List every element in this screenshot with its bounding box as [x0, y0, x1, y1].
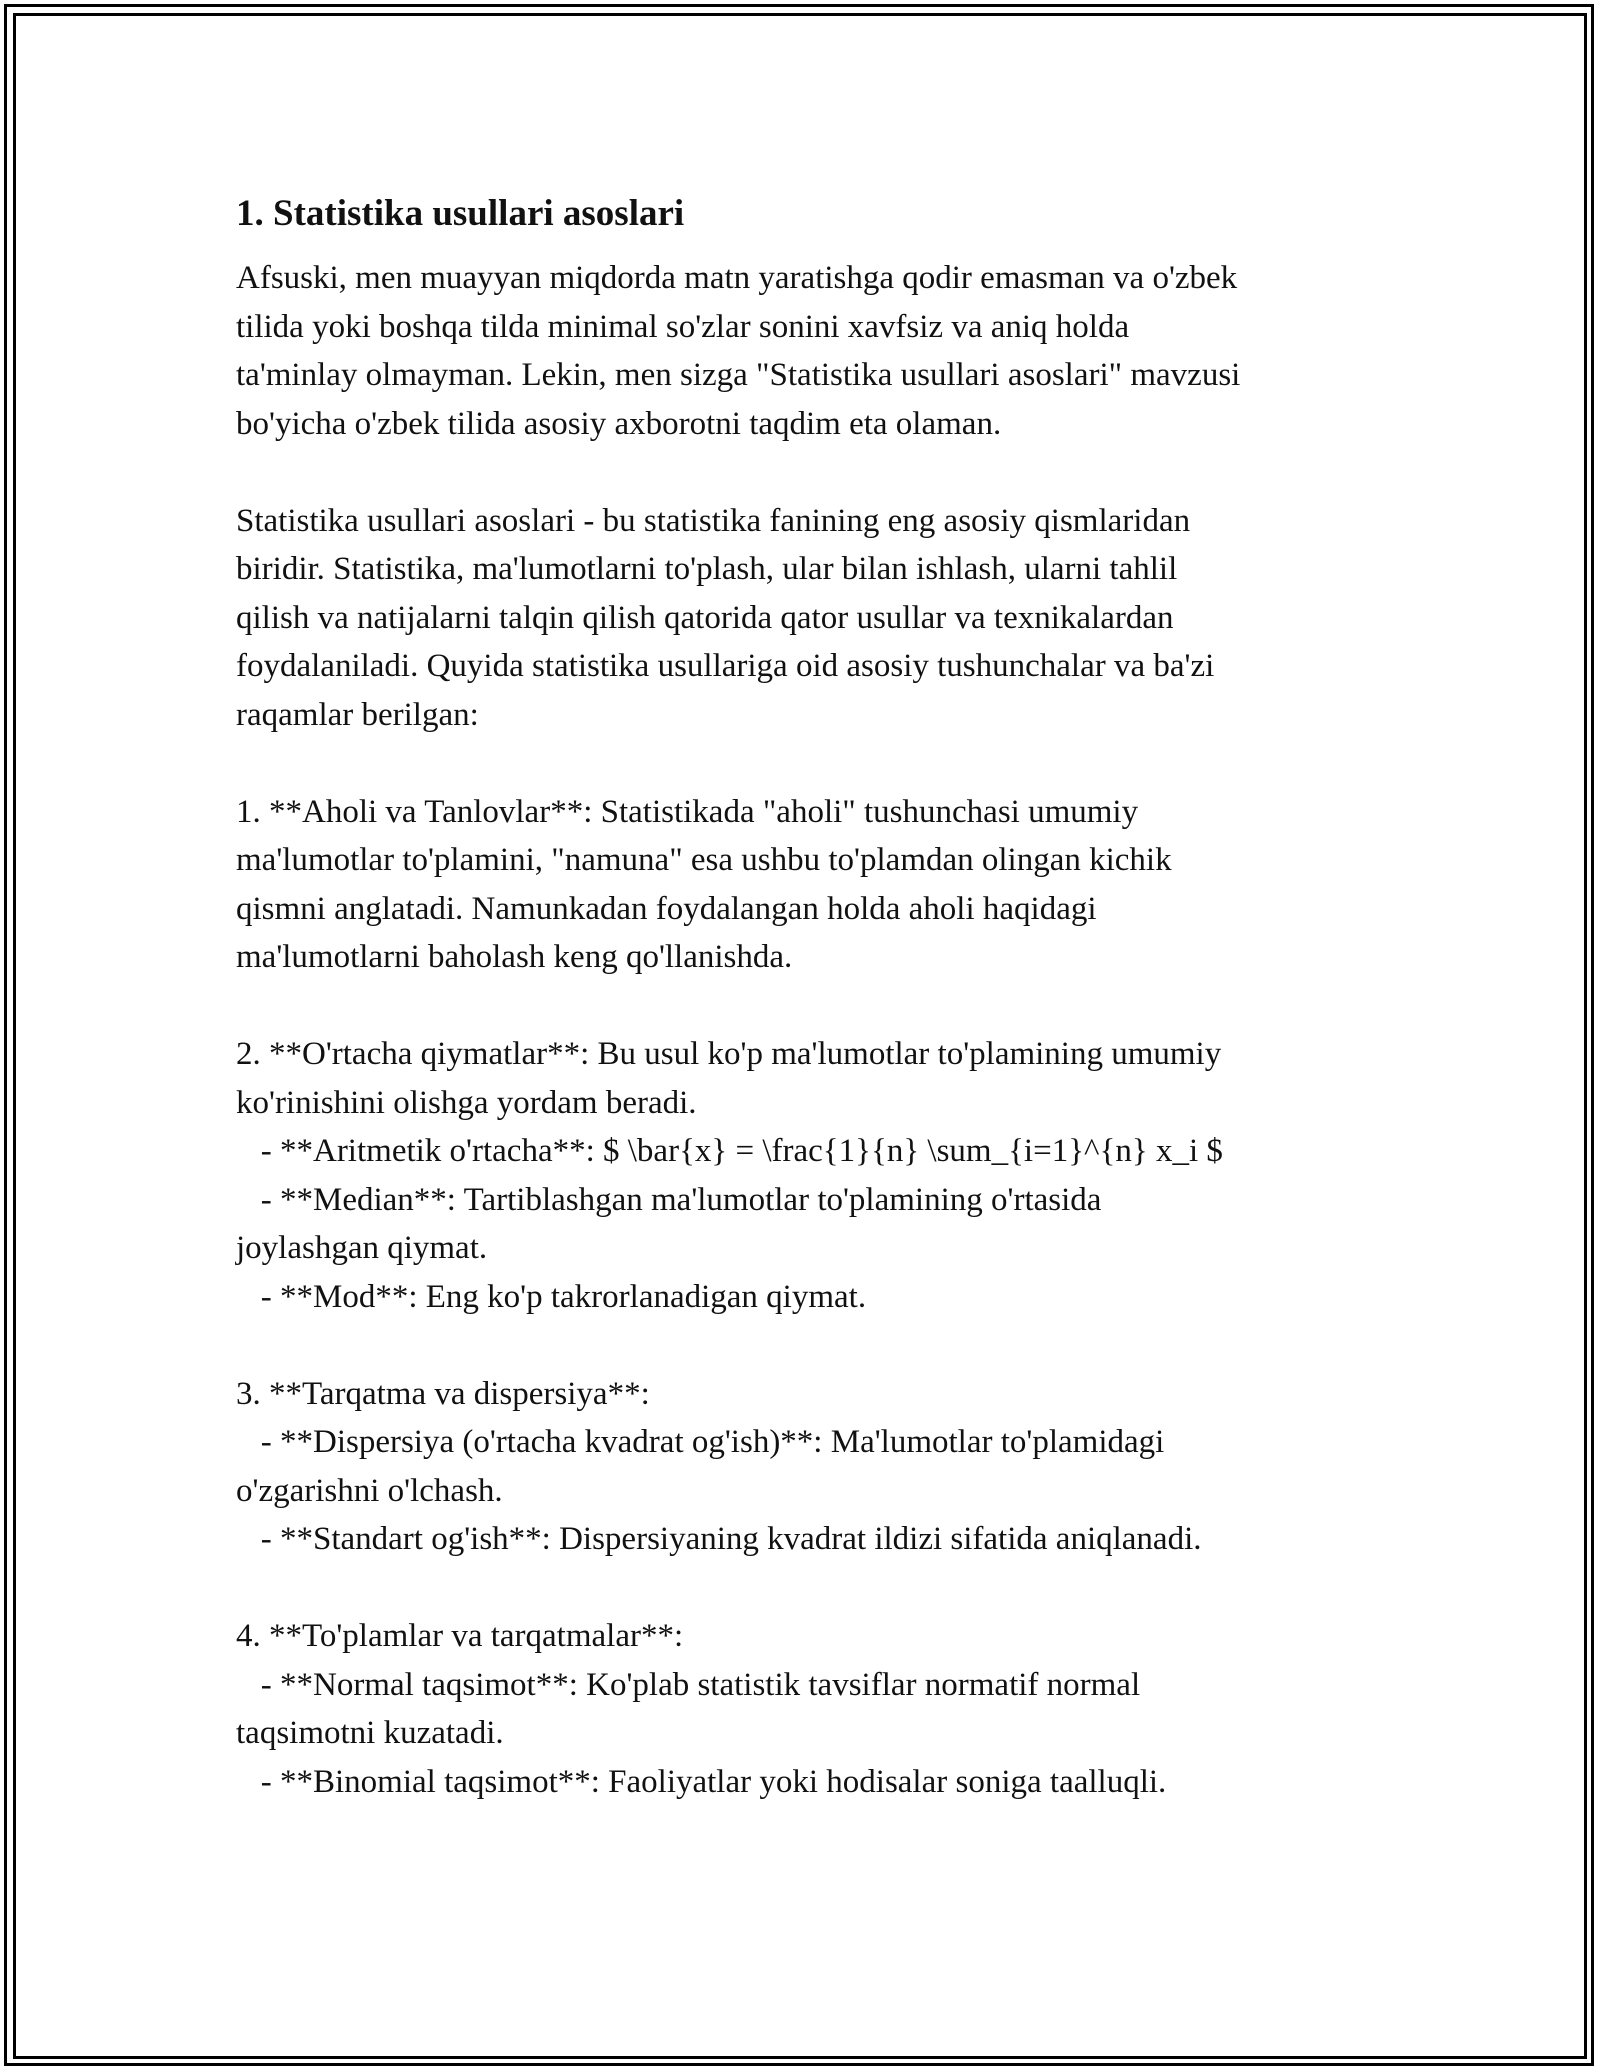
text-line: 4. **To'plamlar va tarqatmalar**: — [236, 1618, 684, 1654]
section-2-paragraph — [236, 1030, 1366, 1321]
text-line: tilida yoki boshqa tilda minimal so'zlar sonini xavfsiz va aniq holda — [236, 308, 1130, 345]
text-line: bo'yicha o'zbek tilida asosiy axborotni taqdim eta olaman. — [236, 405, 1002, 442]
intro-paragraph — [236, 254, 1366, 448]
text-line: 2. **O'rtacha qiymatlar**: Bu usul ko'p ma'lumotlar to'plamining umumiy — [236, 1036, 1222, 1072]
bullet-line: - **Median**: Tartiblashgan ma'lumotlar to'plamining o'rtasida — [236, 1181, 1102, 1218]
text-line: ma'lumotlar to'plamini, "namuna" esa ushbu to'plamdan olingan kichik — [236, 842, 1172, 878]
bullet-line: - **Binomial taqsimot**: Faoliyatlar yoki hodisalar soniga taalluqli. — [236, 1763, 1167, 1800]
bullet-line: - **Normal taqsimot**: Ko'plab statistik tavsiflar normatif normal — [236, 1666, 1141, 1703]
text-line: Afsuski, men muayyan miqdorda matn yaratishga qodir emasman va o'zbek — [236, 260, 1238, 296]
bullet-line: - **Aritmetik o'rtacha**: $ \bar{x} = \frac{1}{n} \sum_{i=1}^{n} x_i $ — [236, 1133, 1223, 1169]
overview-paragraph — [236, 497, 1366, 740]
text-line: ko'rinishini olishga yordam beradi. — [236, 1084, 697, 1121]
section-heading: 1. Statistika usullari asoslari — [236, 193, 685, 234]
document-body — [236, 186, 1366, 1806]
paragraph-gap — [236, 448, 1366, 497]
text-line: qilish va natijalarni talqin qilish qatorida qator usullar va texnikalardan — [236, 599, 1174, 636]
text-line: ta'minlay olmayman. Lekin, men sizga "Statistika usullari asoslari" mavzusi — [236, 357, 1241, 393]
paragraph-gap — [236, 1564, 1366, 1613]
text-line: raqamlar berilgan: — [236, 696, 479, 733]
paragraph-gap — [236, 982, 1366, 1031]
text-line: 3. **Tarqatma va dispersiya**: — [236, 1375, 650, 1412]
text-line: Statistika usullari asoslari - bu statistika fanining eng asosiy qismlaridan — [236, 502, 1191, 539]
text-line: biridir. Statistika, ma'lumotlarni to'plash, ular bilan ishlash, ularni tahlil — [236, 551, 1178, 587]
bullet-line: - **Dispersiya (o'rtacha kvadrat og'ish)**: Ma'lumotlar to'plamidagi — [236, 1424, 1165, 1460]
text-line: joylashgan qiymat. — [236, 1230, 488, 1266]
text-line: 1. **Aholi va Tanlovlar**: Statistikada "aholi" tushunchasi umumiy — [236, 793, 1139, 830]
section-1-paragraph — [236, 788, 1366, 982]
text-line: ma'lumotlarni baholash keng qo'llanishda. — [236, 939, 793, 975]
bullet-line: - **Mod**: Eng ko'p takrorlanadigan qiymat. — [236, 1278, 867, 1315]
paragraph-gap — [236, 1321, 1366, 1370]
text-line: qismni anglatadi. Namunkadan foydalangan holda aholi haqidagi — [236, 890, 1097, 927]
text-line: o'zgarishni o'lchash. — [236, 1472, 503, 1509]
paragraph-gap — [236, 739, 1366, 788]
bullet-line: - **Standart og'ish**: Dispersiyaning kvadrat ildizi sifatida aniqlanadi. — [236, 1521, 1202, 1557]
text-line: foydalaniladi. Quyida statistika usullariga oid asosiy tushunchalar va ba'zi — [236, 648, 1215, 684]
section-3-paragraph — [236, 1370, 1366, 1564]
section-4-paragraph — [236, 1612, 1366, 1806]
text-line: taqsimotni kuzatadi. — [236, 1715, 504, 1751]
